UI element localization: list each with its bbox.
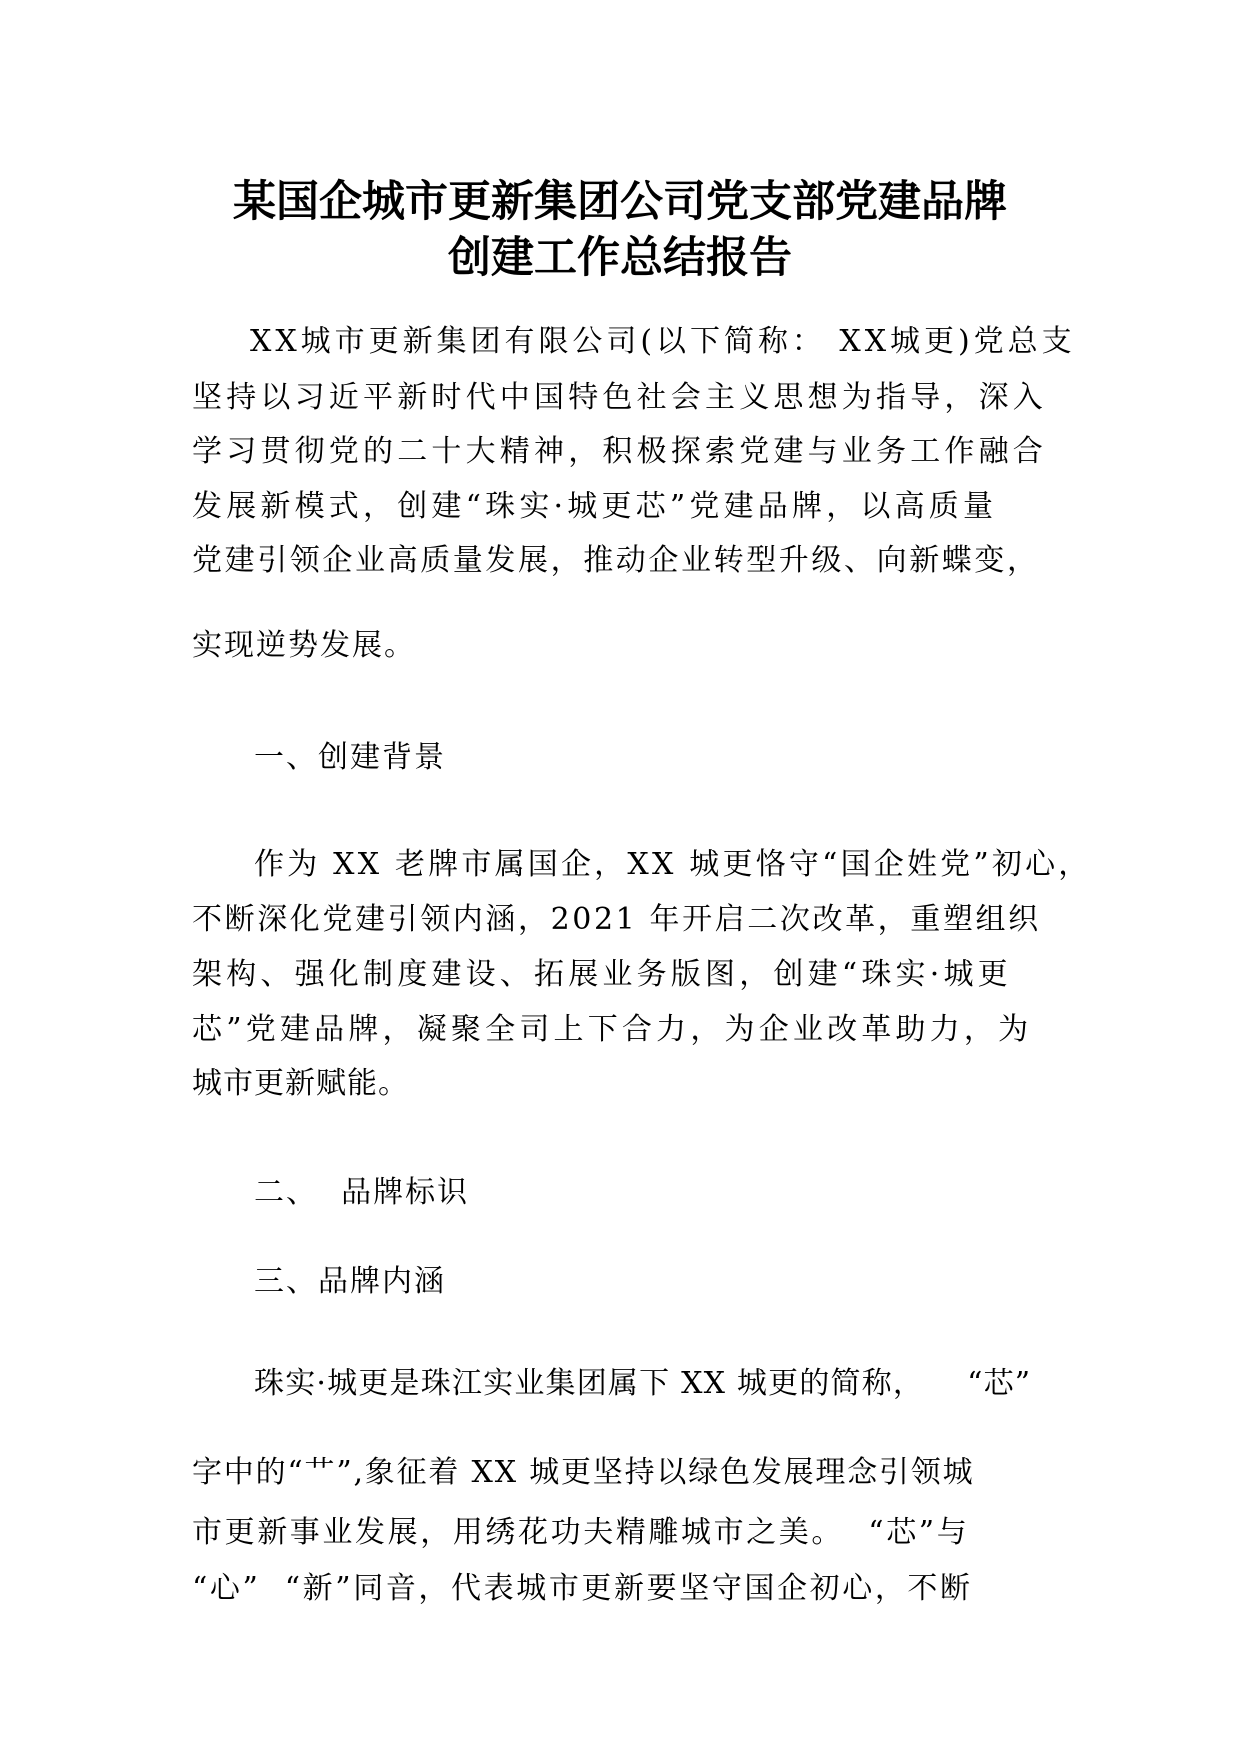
section-1-line: 架构、强化制度建设、拓展业务版图，创建“珠实·城更	[192, 957, 1012, 992]
intro-line: 实现逆势发展。	[192, 628, 416, 663]
section-1-line: 芯”党建品牌，凝聚全司上下合力，为企业改革助力，为	[192, 1012, 1033, 1047]
document-title-line-1: 某国企城市更新集团公司党支部党建品牌	[233, 177, 1007, 227]
document-title-line-2: 创建工作总结报告	[448, 233, 792, 283]
intro-line: 党建引领企业高质量发展，推动企业转型升级、向新蝶变，	[192, 543, 1040, 578]
section-1-line: 不断深化党建引领内涵，2021 年开启二次改革，重塑组织	[192, 902, 1041, 937]
section-1-line: 城市更新赋能。	[192, 1066, 409, 1101]
intro-line: 学习贯彻党的二十大精神，积极探索党建与业务工作融合	[192, 434, 1047, 469]
section-heading-background: 一、创建背景	[254, 740, 446, 775]
section-3-line: 字中的“艹”,象征着 XX 城更坚持以绿色发展理念引领城	[192, 1455, 975, 1490]
section-heading-brand-logo: 二、 品牌标识	[254, 1175, 470, 1210]
intro-line: 发展新模式，创建“珠实·城更芯”党建品牌，以高质量	[192, 489, 998, 524]
section-1-line: 作为 XX 老牌市属国企，XX 城更恪守“国企姓党”初心，	[254, 847, 1092, 882]
section-3-line: “心” “新”同音，代表城市更新要坚守国企初心，不断	[192, 1571, 973, 1606]
intro-line: 坚持以习近平新时代中国特色社会主义思想为指导，深入	[192, 380, 1047, 415]
intro-line: X X 城 市 更 新 集 团 有 限 公 司 ( 以 下 简 称 ： X X 城 更 ) 党 总 支	[250, 324, 1072, 359]
section-heading-brand-meaning: 三、品牌内涵	[254, 1264, 446, 1299]
section-3-line: 珠实·城更是珠江实业集团属下 XX 城更的简称， “芯”	[254, 1366, 1032, 1401]
section-3-line: 市更新事业发展，用绣花功夫精雕城市之美。 “芯”与	[192, 1515, 970, 1550]
